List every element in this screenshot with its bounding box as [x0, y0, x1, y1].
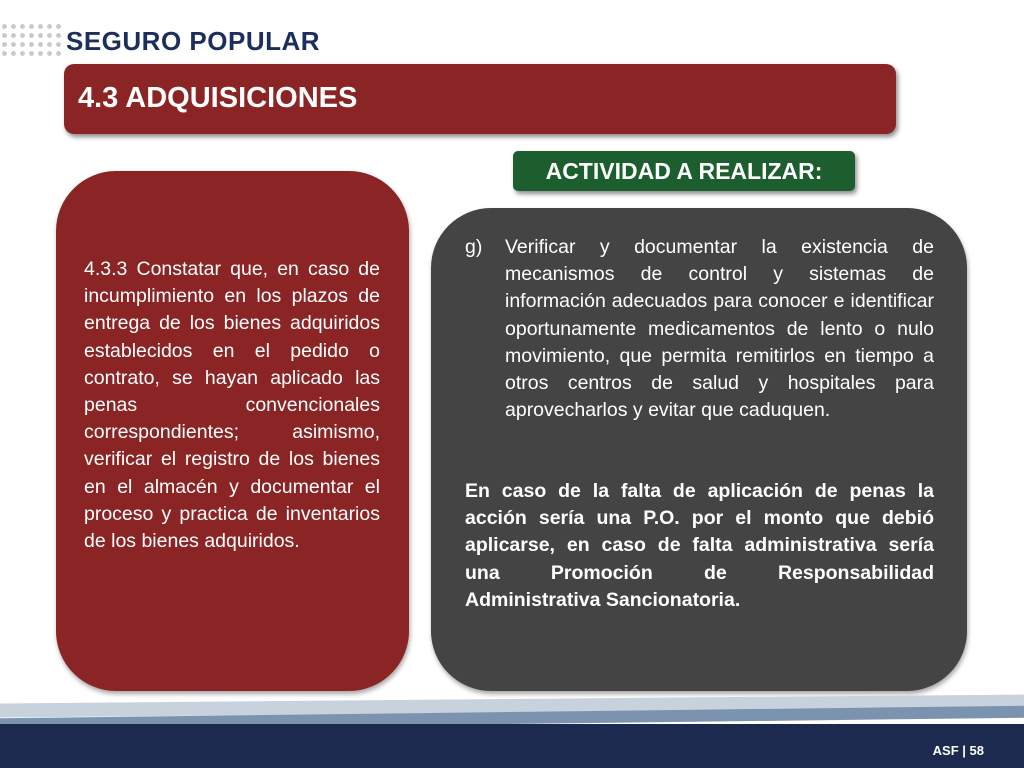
footer-bar	[0, 724, 1024, 768]
activity-item-text: Verificar y documentar la existencia de mecanismos de control y sistemas de información adecuados para conocer e identificar oportunamente medicamentos de lento o nulo movimiento, que permita remitirlos en tiempo a otros centros de salud y hospitales para aprovecharlos y evitar que caduquen.	[505, 236, 934, 422]
activity-heading-button: ACTIVIDAD A REALIZAR:	[513, 151, 855, 191]
procedure-panel	[56, 171, 409, 691]
page-number: ASF | 58	[932, 743, 984, 758]
sanction-note: En caso de la falta de aplicación de penas la acción sería una P.O. por el monto que debió aplicarse, en caso de falta administrativa sería una Promoción de Responsabilidad Administrativa Sancionatoria.	[465, 480, 934, 611]
org-title: SEGURO POPULAR	[66, 26, 321, 56]
procedure-text: 4.3.3 Constatar que, en caso de incumplimiento en los plazos de entrega de los bienes adquiridos establecidos en el pedido o contrato, se hayan aplicado las penas convencionales correspondientes; asimismo, verificar el registro de los bienes en el almacén y documentar el proceso y practica de inventarios de los bienes adquiridos.	[84, 258, 380, 553]
section-title: 4.3 ADQUISICIONES	[78, 82, 358, 114]
activity-item	[465, 234, 934, 424]
activity-item-label: g)	[465, 236, 483, 258]
dot-pattern-decoration	[0, 22, 62, 58]
section-title-bar	[64, 64, 896, 134]
activity-panel	[431, 208, 967, 691]
